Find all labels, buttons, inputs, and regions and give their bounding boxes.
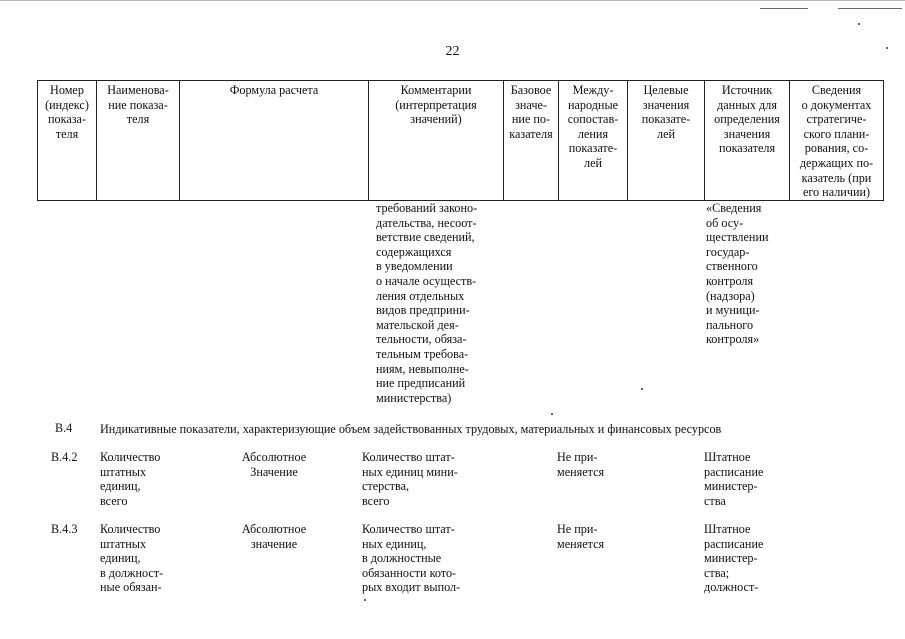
row-source: Штатное расписание министер- ства; должност- <box>704 522 764 595</box>
continuation-source: «Сведения об осу- ществлении государ- ственного контроля (надзора) и муници- пального контроля» <box>706 201 769 347</box>
scan-mark <box>760 8 808 9</box>
table-header-row <box>38 81 884 201</box>
scan-mark <box>838 8 902 9</box>
row-international: Не при- меняется <box>557 450 605 479</box>
section-title: Индикативные показатели, характеризующие объем задействованных трудовых, материальных и финансовых ресурсов <box>100 422 722 436</box>
column-header-data-source: Источник данных для определения значения показателя <box>705 81 790 201</box>
scan-speck <box>858 23 860 25</box>
column-header-comments: Комментарии (интерпретация значений) <box>369 81 504 201</box>
row-name: Количество штатных единиц, всего <box>100 450 161 508</box>
page-number: 22 <box>445 44 460 59</box>
column-header-international: Между- народные сопостав- ления показате- лей <box>559 81 628 201</box>
scan-edge-line <box>0 0 905 1</box>
row-formula: Абсолютное Значение <box>241 450 307 479</box>
row-comment: Количество штат- ных единиц, в должностные обязанности кото- рых входит выпол- <box>362 522 461 595</box>
column-header-base-value: Базовое значе- ние по- казателя <box>504 81 559 201</box>
column-header-strategic-docs: Сведения о документах стратегиче- ского плани- рования, со- держащих по- казатель (при его наличии) <box>790 81 884 201</box>
column-header-formula: Формула расчета <box>180 81 369 201</box>
indicator-table-header <box>37 80 884 201</box>
row-source: Штатное расписание министер- ства <box>704 450 764 508</box>
column-header-target-values: Целевые значения показате- лей <box>628 81 705 201</box>
row-id: В.4.3 <box>51 522 78 536</box>
scan-speck <box>364 599 366 601</box>
continuation-comment: требований законо- дательства, несоот- ветствие сведений, содержащихся в уведомлении о начале осуществ- ления отдельных видов предприни- мательской дея- тельности, обяза- тельным требова- ниям, невыполне- ние предписаний министерства) <box>376 201 478 405</box>
column-header-name: Наименова- ние показа- теля <box>97 81 180 201</box>
row-formula: Абсолютное значение <box>241 522 307 551</box>
column-header-number: Номер (индекс) показа- теля <box>38 81 97 201</box>
row-international: Не при- меняется <box>557 522 605 551</box>
row-id: В.4.2 <box>51 450 78 464</box>
section-id: В.4 <box>55 421 73 435</box>
row-comment: Количество штат- ных единиц мини- стерства, всего <box>362 450 458 508</box>
scan-speck <box>551 413 553 415</box>
row-name: Количество штатных единиц, в должност- ные обязан- <box>100 522 164 595</box>
scan-speck <box>641 388 643 390</box>
